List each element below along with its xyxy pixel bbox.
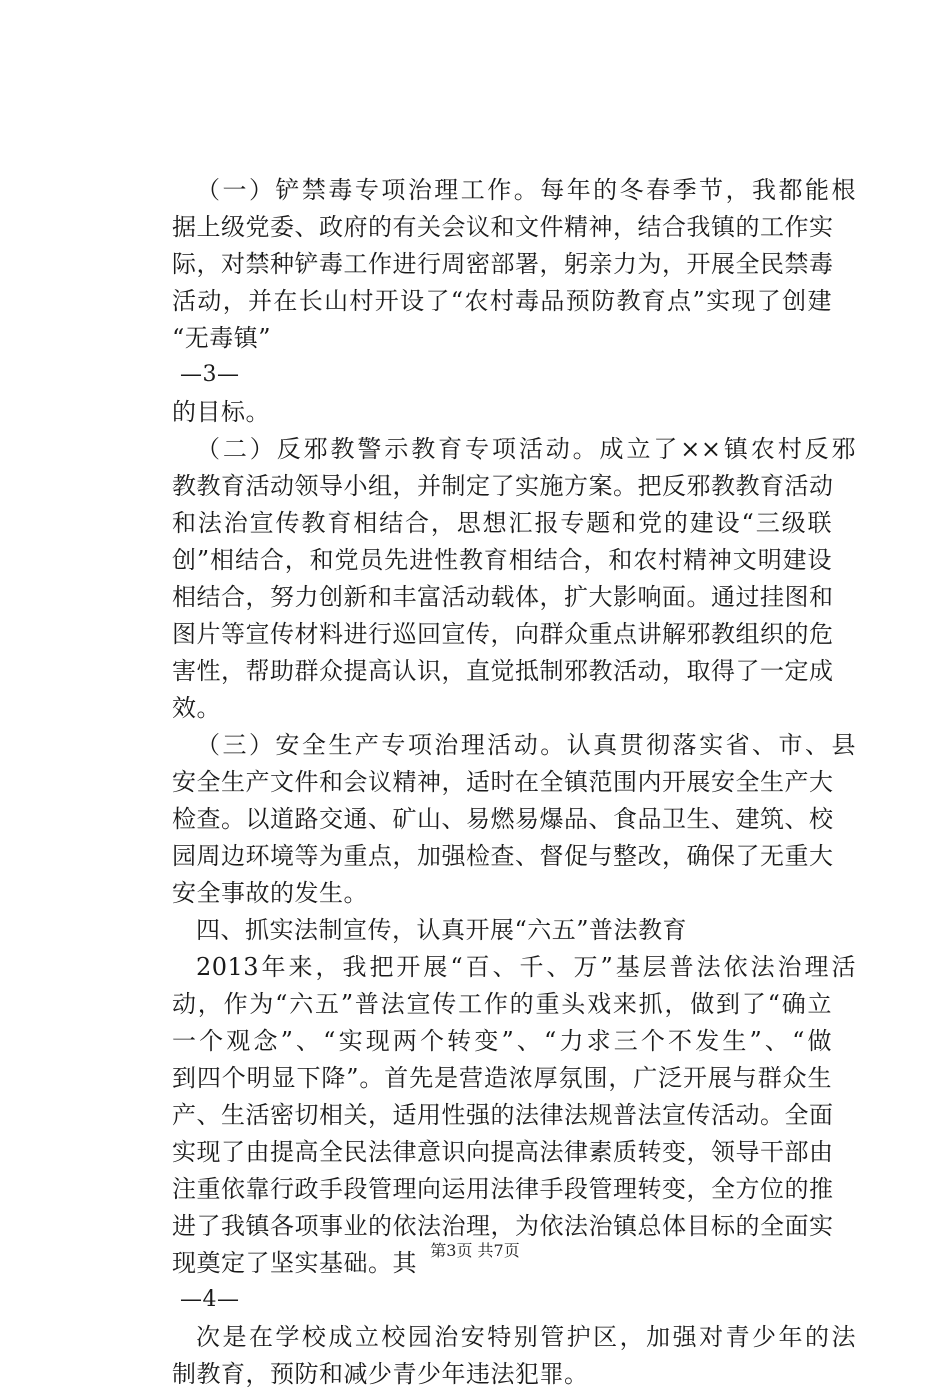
paragraph-line: 创”相结合，和党员先进性教育相结合，和农村精神文明建设	[172, 546, 832, 574]
paragraph-line: （二）反邪教警示教育专项活动。成立了××镇农村反邪	[196, 435, 856, 463]
paragraph-line: 图片等宣传材料进行巡回宣传，向群众重点讲解邪教组织的危	[172, 620, 834, 648]
paragraph-line: 的目标。	[172, 398, 270, 426]
paragraph-line: 安全生产文件和会议精神，适时在全镇范围内开展安全生产大	[172, 768, 834, 796]
paragraph-line: 注重依靠行政手段管理向运用法律手段管理转变，全方位的推	[172, 1175, 834, 1203]
paragraph-line: 检查。以道路交通、矿山、易燃易爆品、食品卫生、建筑、校	[172, 805, 834, 833]
paragraph-line: 际，对禁种铲毒工作进行周密部署，躬亲力为，开展全民禁毒	[172, 250, 834, 278]
paragraph-line: 安全事故的发生。	[172, 879, 368, 907]
inline-page-marker: —4—	[180, 1287, 240, 1312]
paragraph-line: 教教育活动领导小组，并制定了实施方案。把反邪教教育活动	[172, 472, 834, 500]
paragraph-line: 现奠定了坚实基础。其	[172, 1249, 417, 1277]
paragraph-line: 害性，帮助群众提高认识，直觉抵制邪教活动，取得了一定成	[172, 657, 834, 685]
page-footer	[0, 1240, 950, 1262]
paragraph-line: 次是在学校成立校园治安特别管护区，加强对青少年的法	[196, 1323, 856, 1351]
inline-page-marker: —3—	[180, 362, 240, 387]
page-number-label: 第3页 共7页	[430, 1241, 520, 1260]
paragraph-line: 效。	[172, 694, 221, 722]
paragraph-line: 一个观念”、“实现两个转变”、“力求三个不发生”、“做	[172, 1027, 832, 1055]
paragraph-line: 据上级党委、政府的有关会议和文件精神，结合我镇的工作实	[172, 213, 834, 241]
section-heading: 四、抓实法制宣传，认真开展“六五”普法教育	[196, 916, 688, 944]
paragraph-line: 2013年来，我把开展“百、千、万”基层普法依法治理活	[196, 953, 856, 981]
paragraph-line: （一）铲禁毒专项治理工作。每年的冬春季节，我都能根	[196, 176, 856, 204]
paragraph-line: 实现了由提高全民法律意识向提高法律素质转变，领导干部由	[172, 1138, 834, 1166]
paragraph-line: 动，作为“六五”普法宣传工作的重头戏来抓，做到了“确立	[172, 990, 832, 1018]
paragraph-line: 活动，并在长山村开设了“农村毒品预防教育点”实现了创建	[172, 287, 832, 315]
paragraph-line: 和法治宣传教育相结合，思想汇报专题和党的建设“三级联	[172, 509, 832, 537]
paragraph-line: 进了我镇各项事业的依法治理，为依法治镇总体目标的全面实	[172, 1212, 834, 1240]
paragraph-line: 产、生活密切相关，适用性强的法律法规普法宣传活动。全面	[172, 1101, 834, 1129]
paragraph-line: 相结合，努力创新和丰富活动载体，扩大影响面。通过挂图和	[172, 583, 834, 611]
paragraph-line: 园周边环境等为重点，加强检查、督促与整改，确保了无重大	[172, 842, 834, 870]
paragraph-line: 到四个明显下降”。首先是营造浓厚氛围，广泛开展与群众生	[172, 1064, 832, 1092]
paragraph-line: （三）安全生产专项治理活动。认真贯彻落实省、市、县	[196, 731, 856, 759]
paragraph-line: “无毒镇”	[172, 324, 272, 352]
paragraph-line: 制教育，预防和减少青少年违法犯罪。	[172, 1360, 589, 1388]
